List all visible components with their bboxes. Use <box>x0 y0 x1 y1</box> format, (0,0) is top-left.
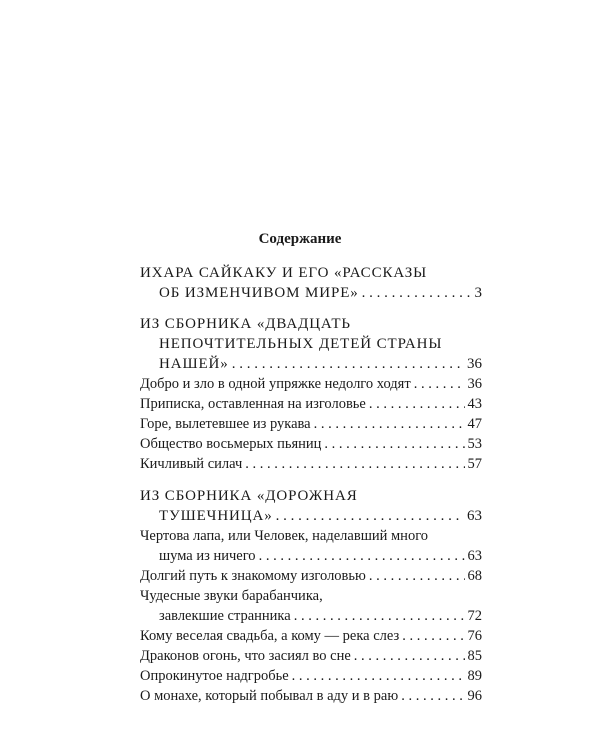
toc-section-2-line2 <box>159 506 482 526</box>
toc-entry <box>140 686 482 706</box>
toc-page-number: 96 <box>467 688 482 704</box>
toc-entry <box>140 394 482 414</box>
toc-section-intro-title-2: ОБ ИЗМЕНЧИВОМ МИРЕ» <box>159 285 359 301</box>
toc-entry-title: О монахе, который побывал в аду и в раю <box>140 688 399 704</box>
leader-dots <box>232 354 464 374</box>
leader-dots <box>402 626 464 646</box>
toc-entry <box>140 454 482 474</box>
toc-section-1-line3 <box>159 354 482 374</box>
leader-dots <box>369 566 465 586</box>
toc-page-number: 36 <box>467 376 482 392</box>
toc-entry <box>140 646 482 666</box>
toc-page-number: 43 <box>467 396 482 412</box>
toc-entry <box>140 414 482 434</box>
toc-section-2-title-2: ТУШЕЧНИЦА» <box>159 508 273 524</box>
toc-page-number: 57 <box>467 456 482 472</box>
leader-dots <box>276 506 464 526</box>
toc-entry <box>140 586 482 606</box>
toc-section-1-title-3: НАШЕЙ» <box>159 356 229 372</box>
toc-section-intro-title-1: ИХАРА САЙКАКУ И ЕГО «РАССКАЗЫ <box>140 265 428 281</box>
toc-entry <box>140 434 482 454</box>
toc-entry-title: Чертова лапа, или Человек, наделавший много <box>140 528 429 544</box>
toc-entry-title: Драконов огонь, что засиял во сне <box>140 648 351 664</box>
toc-heading: Содержание <box>258 231 342 247</box>
leader-dots <box>354 646 465 666</box>
toc-section-1-line1 <box>140 314 482 334</box>
toc-entry-title: Общество восьмерых пьяниц <box>140 436 322 452</box>
toc-page-number: 68 <box>467 568 482 584</box>
toc-page-number: 85 <box>467 648 482 664</box>
toc-page-number: 36 <box>467 356 482 372</box>
toc-entry-title: Добро и зло в одной упряжке недолго ходят <box>140 376 411 392</box>
leader-dots <box>401 686 464 706</box>
toc-entry <box>140 526 482 546</box>
toc-entry-continued <box>159 606 482 626</box>
toc-page-number: 63 <box>467 548 482 564</box>
toc-section-intro-line2 <box>159 283 482 303</box>
toc-page-number: 53 <box>467 436 482 452</box>
toc-entry <box>140 626 482 646</box>
toc-entry-title: Кому веселая свадьба, а кому — река слез <box>140 628 400 644</box>
leader-dots <box>245 454 464 474</box>
toc-entry <box>140 566 482 586</box>
toc-entry-title: Горе, вылетевшее из рукава <box>140 416 311 432</box>
toc-page-number: 89 <box>467 668 482 684</box>
toc-entry-title-continued: шума из ничего <box>159 548 256 564</box>
toc-entry-title: Опрокинутое надгробье <box>140 668 289 684</box>
toc-page-number: 47 <box>467 416 482 432</box>
leader-dots <box>362 283 472 303</box>
toc-section-2-line1 <box>140 486 482 506</box>
toc-section-1-title-1: ИЗ СБОРНИКА «ДВАДЦАТЬ <box>140 316 351 332</box>
leader-dots <box>414 374 465 394</box>
leader-dots <box>294 606 465 626</box>
toc-entry-title: Чудесные звуки барабанчика, <box>140 588 323 604</box>
toc-page-number: 63 <box>467 508 482 524</box>
toc-section-1-line2 <box>159 334 482 354</box>
toc-entry-title: Кичливый силач <box>140 456 243 472</box>
toc-entry <box>140 666 482 686</box>
toc-entry-title-continued: завлекшие странника <box>159 608 291 624</box>
toc-entry-title: Долгий путь к знакомому изголовью <box>140 568 366 584</box>
leader-dots <box>314 414 465 434</box>
toc-section-2-title-1: ИЗ СБОРНИКА «ДОРОЖНАЯ <box>140 488 358 504</box>
toc-section-1-title-2: НЕПОЧТИТЕЛЬНЫХ ДЕТЕЙ СТРАНЫ <box>159 336 443 352</box>
toc-page-number: 72 <box>467 608 482 624</box>
toc-entry-title: Приписка, оставленная на изголовье <box>140 396 366 412</box>
leader-dots <box>324 434 464 454</box>
leader-dots <box>369 394 465 414</box>
toc-section-intro-line1 <box>140 263 482 283</box>
leader-dots <box>292 666 465 686</box>
toc-page-number: 76 <box>467 628 482 644</box>
leader-dots <box>259 546 465 566</box>
toc-entry <box>140 374 482 394</box>
toc-page-number: 3 <box>474 285 482 301</box>
toc-entry-continued <box>159 546 482 566</box>
